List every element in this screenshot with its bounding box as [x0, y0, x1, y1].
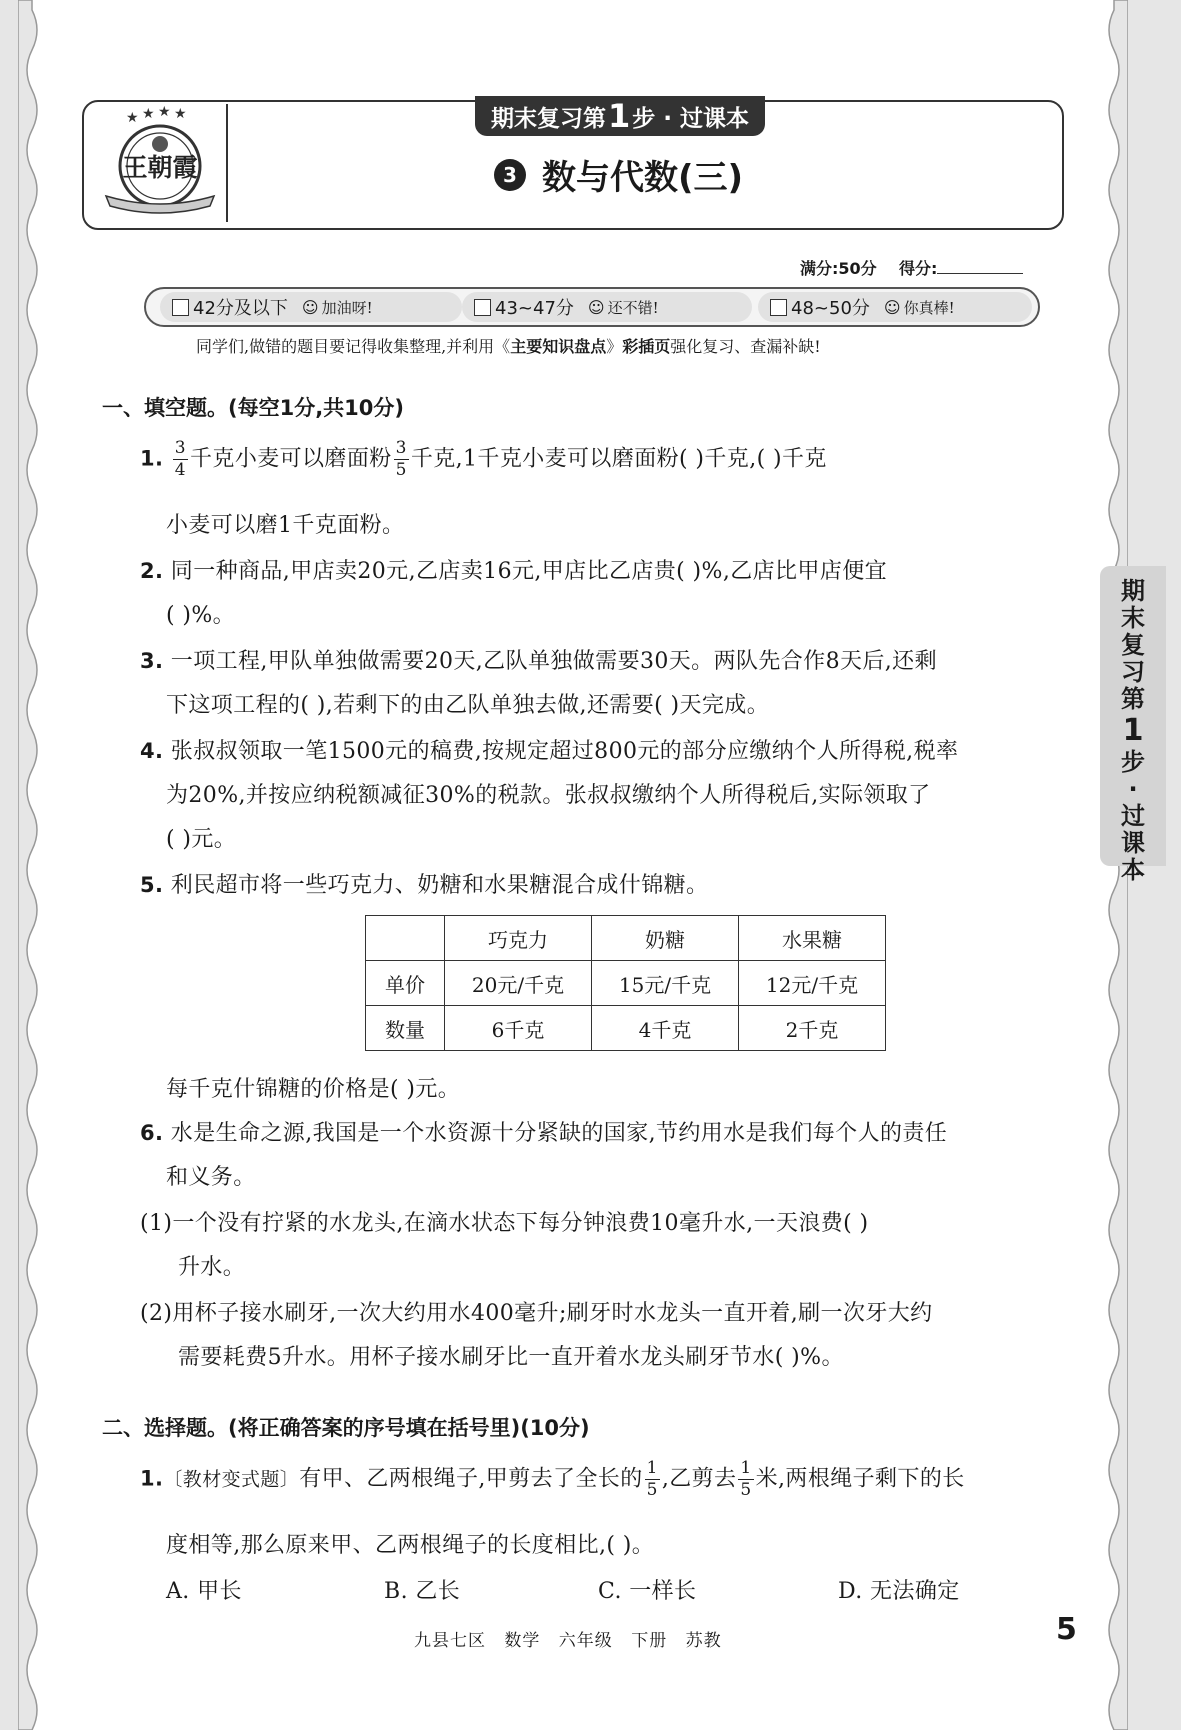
logo-area	[96, 104, 228, 222]
grade-message: 加油呀!	[321, 298, 373, 317]
step-banner	[475, 96, 765, 136]
q4-line-3: ( )元。	[166, 827, 237, 852]
grade-range: 42分及以下	[193, 298, 288, 319]
smile-icon: ☺	[301, 297, 319, 317]
c1-line-2: 度相等,那么原来甲、乙两根绳子的长度相比,( )。	[166, 1533, 655, 1558]
grade-range: 48~50分	[791, 298, 870, 319]
svg-text:★: ★	[142, 106, 155, 122]
fraction: $\frac{3}{5}$	[395, 438, 407, 480]
fraction: $\frac{1}{5}$	[740, 1458, 752, 1500]
q4-line-1: 4. 张叔叔领取一笔1500元的稿费,按规定超过800元的部分应缴纳个人所得税,税率	[140, 739, 959, 764]
footer-text: 九县七区 数学 六年级 下册 苏教	[414, 1631, 722, 1651]
c1-option-b[interactable]: B. 乙长	[384, 1579, 461, 1604]
table-row: 单价 20元/千克 15元/千克 12元/千克	[366, 961, 886, 1006]
q6-line-2: 和义务。	[166, 1165, 256, 1190]
grade-message: 还不错!	[607, 298, 659, 317]
full-score: 满分:50分	[800, 259, 877, 278]
smile-icon: ☺	[587, 297, 605, 317]
grade-bar	[144, 287, 1040, 327]
brand-name: 王朝霞	[122, 153, 198, 182]
study-tip: 同学们,做错的题目要记得收集整理,并利用《主要知识盘点》彩插页强化复习、查漏补缺!	[196, 337, 821, 356]
section-2-title: 二、选择题。(将正确答案的序号填在括号里)(10分)	[102, 1416, 590, 1440]
unit-number-badge: 3	[494, 159, 526, 191]
q5-line-2: 每千克什锦糖的价格是( )元。	[166, 1077, 461, 1102]
grade-range: 43~47分	[495, 298, 574, 319]
q5-line-1: 5. 利民超市将一些巧克力、奶糖和水果糖混合成什锦糖。	[140, 873, 709, 898]
banner-number: 1	[607, 97, 631, 135]
q6-line-1: 6. 水是生命之源,我国是一个水资源十分紧缺的国家,节约用水是我们每个人的责任	[140, 1121, 948, 1146]
q6-part-2-line-2: 需要耗费5升水。用杯子接水刷牙比一直开着水龙头刷牙节水( )%。	[178, 1345, 844, 1370]
page-number: 5	[1056, 1612, 1077, 1647]
c1-option-a[interactable]: A. 甲长	[166, 1579, 242, 1604]
smile-icon: ☺	[883, 297, 901, 317]
c1-line-1: 1.〔教材变式题〕有甲、乙两根绳子,甲剪去了全长的 $\frac{1}{5}$ ,乙剪去 $\frac{1}{5}$ 米,两根绳子剩下的长	[140, 1458, 965, 1500]
q6-part-2-line-1: (2)用杯子接水刷牙,一次大约用水400毫升;刷牙时水龙头一直开着,刷一次牙大约	[140, 1301, 933, 1326]
table-row: 数量 6千克 4千克 2千克	[366, 1006, 886, 1051]
score-blank[interactable]	[937, 273, 1023, 274]
svg-text:★: ★	[158, 104, 171, 120]
svg-text:★: ★	[126, 110, 139, 126]
brand-logo-icon	[96, 104, 224, 220]
page-title	[494, 150, 743, 199]
q6-part-1-line-2: 升水。	[178, 1255, 246, 1280]
banner-pre: 期末复习第	[490, 105, 606, 132]
side-tab-text: 期末复习第 1 步·过课本	[1121, 577, 1145, 884]
fraction: $\frac{1}{5}$	[646, 1458, 658, 1500]
price-table	[365, 915, 886, 1051]
grade-checkbox[interactable]	[474, 299, 491, 316]
score-label: 得分:	[898, 259, 938, 278]
c1-option-d[interactable]: D. 无法确定	[838, 1579, 960, 1604]
q3-line-1: 3. 一项工程,甲队单独做需要20天,乙队单独做需要30天。两队先合作8天后,还剩	[140, 649, 937, 674]
svg-text:★: ★	[174, 106, 187, 122]
section-1-title: 一、填空题。(每空1分,共10分)	[102, 396, 405, 420]
q4-line-2: 为20%,并按应纳税额减征30%的税款。张叔叔缴纳个人所得税后,实际领取了	[166, 783, 931, 808]
score-line	[800, 256, 1023, 279]
grade-level-2	[462, 292, 752, 322]
q1-line-1: 1. $\frac{3}{4}$ 千克小麦可以磨面粉 $\frac{3}{5}$ 千克,1千克小麦可以磨面粉( )千克,( )千克	[140, 438, 827, 480]
banner-post: 步 · 过课本	[632, 105, 750, 132]
left-wavy-border	[18, 0, 48, 1730]
q1-line-2: 小麦可以磨1千克面粉。	[166, 513, 405, 538]
fraction: $\frac{3}{4}$	[174, 438, 187, 480]
q6-part-1-line-1: (1)一个没有拧紧的水龙头,在滴水状态下每分钟浪费10毫升水,一天浪费( )	[140, 1211, 869, 1236]
grade-level-3	[758, 292, 1032, 322]
title-text: 数与代数(三)	[542, 158, 744, 198]
q2-line-2: ( )%。	[166, 603, 236, 628]
grade-checkbox[interactable]	[172, 299, 189, 316]
grade-message: 你真棒!	[903, 298, 955, 317]
grade-checkbox[interactable]	[770, 299, 787, 316]
c1-option-c[interactable]: C. 一样长	[598, 1579, 697, 1604]
q2-line-1: 2. 同一种商品,甲店卖20元,乙店卖16元,甲店比乙店贵( )%,乙店比甲店便宜	[140, 559, 888, 584]
q3-line-2: 下这项工程的( ),若剩下的由乙队单独去做,还需要( )天完成。	[166, 693, 770, 718]
table-row: 巧克力 奶糖 水果糖	[366, 916, 886, 961]
grade-level-1	[160, 292, 462, 322]
